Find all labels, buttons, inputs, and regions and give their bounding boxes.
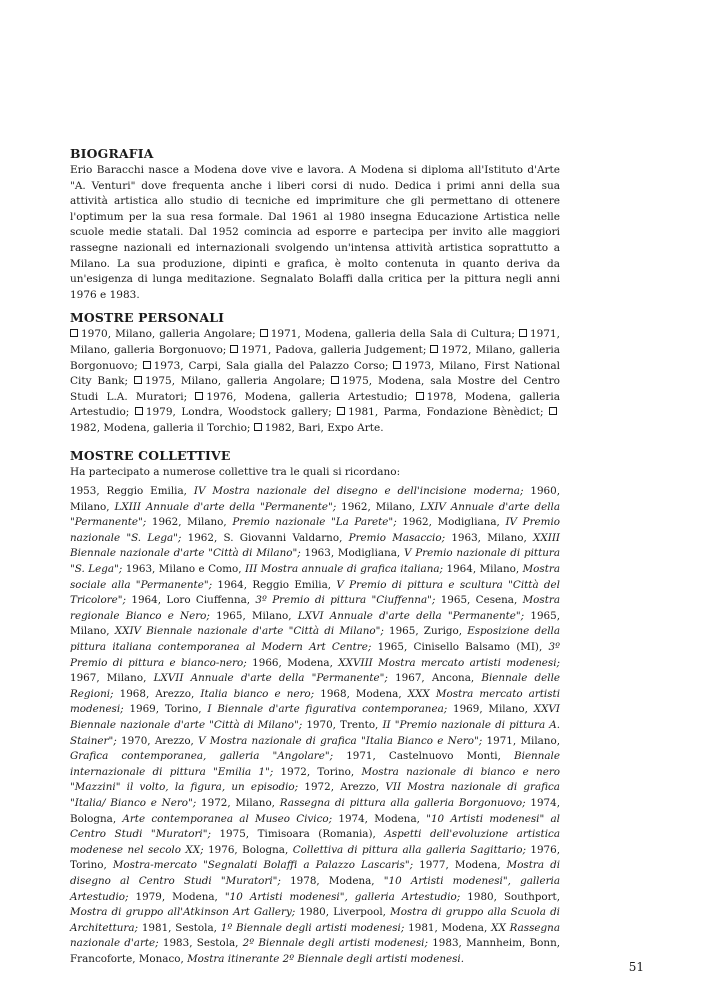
collettiva-place: 1965, Milano, (70, 609, 560, 638)
collettiva-place: 1974, Bologna, (70, 796, 560, 825)
collettiva-title: V Premio di pittura e scultura "Città del Tricolore"; (70, 578, 560, 607)
collettiva-title: Italia bianco e nero; (200, 687, 315, 700)
collettiva-place: 1964, Loro Ciuffenna, (126, 594, 256, 607)
collettiva-title: LXVII Annuale d'arte della "Permanente"; (153, 672, 388, 685)
collettiva-entry (117, 735, 483, 747)
personale-item-text: 1982, Bari, Expo Arte. (264, 421, 384, 434)
collettiva-place: 1980, Liverpool, (295, 906, 391, 919)
biografia-heading: BIOGRAFIA (70, 146, 154, 161)
collettiva-place: 1963, Milano e Como, (122, 563, 246, 576)
checkbox-bullet-icon (195, 392, 203, 400)
collettiva-title: Biennale internazionale di pittura "Emilia 1"; (70, 750, 560, 778)
collettiva-place: 1965, Milano, (209, 609, 298, 622)
personale-item (143, 360, 389, 372)
collettiva-title: Mostra itinerante 2º Biennale degli artisti modenesi. (187, 952, 465, 965)
personale-item-text: 1970, Milano, galleria Angolare; (81, 328, 256, 341)
collettiva-entry (126, 594, 435, 606)
collettiva-place: 1976, Torino, (70, 843, 560, 872)
collettiva-place: 1969, Milano, (447, 703, 534, 716)
collettiva-title: II "Premio nazionale di pittura A. Stainer"; (70, 719, 561, 747)
collettiva-place: 1953, Reggio Emilia, (70, 485, 194, 498)
checkbox-bullet-icon (254, 423, 262, 431)
mostre-collettive-heading: MOSTRE COLLETTIVE (70, 447, 231, 463)
collettiva-title: Premio nazionale "La Parete"; (232, 516, 397, 529)
collettiva-place: 1963, Modigliana, (300, 547, 404, 560)
collettiva-title: Mostra nazionale di bianco e nero "Mazzini" il volto, la figura, un episodio; (70, 765, 560, 794)
collettiva-title: 3º Premio di pittura e bianco-nero; (70, 641, 560, 669)
collettiva-place: 1974, Modena, (332, 812, 427, 825)
collettiva-title: VII Mostra nazionale di grafica "Italia/ Bianco e Nero"; (70, 781, 560, 809)
collettiva-place: 1962, S. Giovanni Valdarno, (181, 531, 349, 544)
collettiva-entry (70, 672, 388, 684)
personale-item (195, 391, 407, 403)
collettiva-place: 1977, Modena, (413, 859, 507, 872)
personale-item-text: 1971, Padova, galleria Judgement; (241, 343, 427, 356)
collettiva-place: 1976, Bologna, (203, 843, 293, 856)
collettiva-title: IV Mostra nazionale del disegno e dell'incisione moderna; (193, 485, 524, 498)
collettiva-title: Rassegna di pittura alla galleria Borgonuovo; (279, 796, 526, 809)
collettiva-place: 1968, Modena, (314, 687, 408, 700)
collettiva-place: 1966, Modena, (246, 656, 339, 669)
collettiva-title: XXIII Biennale nazionale d'arte "Città di Milano"; (70, 531, 561, 560)
checkbox-bullet-icon (135, 407, 143, 415)
collettiva-place: 1964, Reggio Emilia, (212, 578, 337, 591)
collettiva-title: Biennale delle Regioni; (70, 672, 560, 700)
collettiva-title: Aspetti dell'evoluzione artistica modenese nel secolo XX; (70, 828, 560, 856)
collettiva-title: 3º Premio di pittura "Ciuffenna"; (255, 594, 436, 607)
personale-item-text: 1973, Milano, First National City Bank; (70, 359, 560, 388)
collettiva-title: "10 Artisti modenesi", galleria Artestudio; (224, 890, 461, 903)
collettiva-title: LXIV Annuale d'arte della "Permanente"; (70, 500, 561, 529)
collettiva-place: 1962, Milano, (336, 500, 421, 513)
personale-item-text: 1973, Carpi, Sala gialla del Palazzo Corso; (153, 359, 389, 372)
personale-item (135, 406, 332, 418)
collettiva-place: 1981, Sestola, (138, 921, 221, 934)
collettiva-place: 1978, Modena, (280, 874, 384, 887)
collettiva-entry (181, 532, 445, 544)
collettiva-entry (146, 516, 396, 528)
collettiva-place: 1964, Milano, (443, 563, 523, 576)
personale-item-text: 1975, Milano, galleria Angolare; (144, 375, 326, 388)
checkbox-bullet-icon (393, 361, 401, 369)
checkbox-bullet-icon (331, 376, 339, 384)
collettiva-title: III Mostra annuale di grafica italiana; (245, 563, 444, 576)
collettiva-title: LXIII Annuale d'arte della "Permanente"; (114, 500, 337, 513)
collettiva-title: XXVI Biennale nazionale d'arte "Città di Milano"; (70, 703, 560, 731)
personale-item-text: 1981, Parma, Fondazione Bènèdict; (348, 406, 544, 419)
collettiva-title: "10 Artisti modenesi", galleria Artestudio; (70, 874, 561, 903)
checkbox-bullet-icon (70, 329, 78, 337)
mostre-collettive-intro: Ha partecipato a numerose collettive tra le quali si ricordano: (70, 465, 401, 478)
personale-item (230, 344, 426, 356)
collettiva-place: 1980, Southport, (460, 890, 560, 903)
collettiva-entry (204, 844, 526, 856)
collettiva-title: Mostra regionale Bianco e Nero; (70, 594, 560, 622)
personale-item-text: 1975, Modena, sala Mostre del Centro Studi L.A. Muratori; (70, 375, 560, 403)
collettiva-entry (247, 657, 560, 669)
collettiva-title: XXIV Biennale nazionale d'arte "Città di Milano"; (114, 625, 384, 638)
collettiva-title: V Premio nazionale di pittura "S. Lega"; (70, 547, 560, 576)
mostre-personali-heading: MOSTRE PERSONALI (70, 310, 225, 326)
checkbox-bullet-icon (430, 345, 438, 353)
checkbox-bullet-icon (549, 407, 557, 415)
collettiva-entry (210, 610, 524, 622)
collettiva-entry (122, 563, 443, 575)
collettiva-place: 1965, Zurigo, (383, 625, 468, 638)
collettiva-entry (159, 937, 428, 949)
collettiva-place: 1967, Milano, (70, 672, 154, 685)
collettiva-place: 1962, Modigliana, (396, 516, 506, 529)
personale-item (70, 328, 256, 340)
collettiva-place: 1963, Milano, (445, 531, 534, 544)
collettiva-title: Grafica contemporanea, galleria "Angolare"; (70, 750, 334, 763)
collettiva-place: 1962, Milano, (146, 516, 233, 529)
collettiva-place: 1979, Modena, (128, 890, 225, 903)
personale-item-text: 1972, Milano, galleria Borgonuovo; (70, 343, 560, 372)
biografia-text: Erio Baracchi nasce a Modena dove vive e lavora. A Modena si diploma all'Istituto d'Arte "A. Venturi" dove frequenta anche i liberi corsi di nudo. Dedica i primi anni della sua attività artistica allo studio di tecniche ed imprimiture che gli permettano di ottenere l'optimum per la sua resa formale. Dal 1961 al 1980 insegna Educazione Artistica nelle scuole medie statali. Dal 1952 comincia ad esporre e partecipa per invito alle maggiori rassegne nazionali ed internazionali svolgendo un'intensa attività artistica soprattutto a Milano. La sua produzione, dipinti e grafica, è molto contenuta in quanto deriva da un'esigenza di lunga meditazione. Segnalato Bolaffi dalla critica per la pittura negli anni 1976 e 1983. (70, 164, 560, 301)
collettiva-place: 1972, Torino, (273, 765, 362, 778)
collettiva-title: XXVIII Mostra mercato artisti modenesi; (338, 656, 561, 669)
collettiva-title: 2º Biennale degli artisti modenesi; (242, 937, 428, 950)
checkbox-bullet-icon (143, 361, 151, 369)
collettiva-title: XXX Mostra mercato artisti modenesi; (70, 687, 561, 716)
collettiva-place: 1970, Arezzo, (116, 734, 199, 747)
document-body (70, 145, 560, 968)
checkbox-bullet-icon (134, 376, 142, 384)
collettiva-place: 1967, Ancona, (387, 672, 482, 685)
collettiva-place: 1983, Sestola, (158, 937, 243, 950)
collettiva-title: Esposizione della pittura italiana contemporanea al Modern Art Centre; (70, 625, 560, 654)
collettiva-place: 1969, Torino, (123, 703, 208, 716)
personale-item-text: 1979, Londra, Woodstock gallery; (145, 406, 332, 419)
checkbox-bullet-icon (519, 329, 527, 337)
collettiva-place: 1970, Trento, (302, 719, 383, 731)
collettiva-entry (128, 891, 460, 903)
mostre-personali-list (70, 327, 560, 436)
collettiva-title: Collettiva di pittura alla galleria Sagittario; (292, 843, 526, 856)
collettiva-title: "10 Artisti modenesi" al Centro Studi "Muratori"; (70, 812, 560, 841)
collettiva-entry (138, 922, 404, 934)
collettiva-title: Mostra di gruppo alla Scuola di Architettura; (70, 906, 560, 934)
collettiva-title: I Biennale d'arte figurativa contemporanea; (207, 703, 448, 716)
collettiva-title: Mostra-mercato "Segnalati Bolaffi a Palazzo Lascaris"; (112, 859, 414, 872)
personale-item (254, 422, 384, 434)
collettiva-place: 1968, Arezzo, (113, 687, 201, 700)
collettiva-title: 1º Biennale degli artisti modenesi; (220, 921, 405, 934)
collettiva-place: 1971, Milano, (482, 734, 560, 747)
personale-item (260, 328, 515, 340)
collettiva-title: V Mostra nazionale di grafica "Italia Bianco e Nero"; (198, 734, 483, 747)
checkbox-bullet-icon (416, 392, 424, 400)
checkbox-bullet-icon (230, 345, 238, 353)
personale-item-text: 1971, Modena, galleria della Sala di Cultura; (270, 328, 515, 341)
collettiva-place: 1972, Milano, (196, 796, 280, 809)
collettiva-entry (114, 688, 315, 700)
collettiva-entry (70, 485, 523, 497)
checkbox-bullet-icon (337, 407, 345, 415)
collettiva-place: 1983, Mannheim, Bonn, Francoforte, Monaco, (70, 937, 561, 965)
collettiva-place: 1971, Castelnuovo Monti, (333, 750, 515, 763)
collettiva-title: Mostra sociale alla "Permanente"; (70, 563, 560, 591)
personale-item-text: 1978, Modena, galleria Artestudio; (70, 390, 560, 419)
collettiva-title: LXVI Annuale d'arte della "Permanente"; (297, 609, 525, 622)
personale-item-text: 1971, Milano, galleria Borgonuovo; (70, 328, 560, 356)
collettiva-place: 1972, Arezzo, (298, 781, 386, 794)
personale-item (337, 406, 543, 418)
collettiva-title: Arte contemporanea al Museo Civico; (122, 812, 333, 825)
collettiva-title: XX Rassegna nazionale d'arte; (70, 921, 560, 950)
personale-item-text: 1982, Modena, galleria il Torchio; (70, 421, 251, 434)
collettiva-place: 1965, Cesena, (435, 594, 523, 607)
collettiva-entry (196, 797, 525, 809)
collettiva-entry (124, 703, 448, 715)
personale-item (134, 375, 325, 387)
collettiva-place: 1960, Milano, (70, 485, 560, 513)
collettiva-title: Mostra di disegno al Centro Studi "Muratori"; (70, 859, 561, 887)
collettiva-place: 1981, Modena, (404, 921, 492, 934)
collettiva-title: IV Premio nazionale "S. Lega"; (70, 516, 561, 544)
collettiva-title: Premio Masaccio; (348, 531, 446, 544)
collettiva-place: 1965, Cinisello Balsamo (MI), (371, 641, 549, 654)
personale-item-text: 1976, Modena, galleria Artestudio; (206, 390, 408, 403)
collettiva-title: Mostra di gruppo all'Atkinson Art Gallery; (70, 906, 296, 919)
mostre-collettive-list (70, 484, 560, 967)
page-number: 51 (628, 960, 644, 974)
collettiva-place: 1975, Timisoara (Romania), (210, 828, 385, 841)
checkbox-bullet-icon (260, 329, 268, 337)
